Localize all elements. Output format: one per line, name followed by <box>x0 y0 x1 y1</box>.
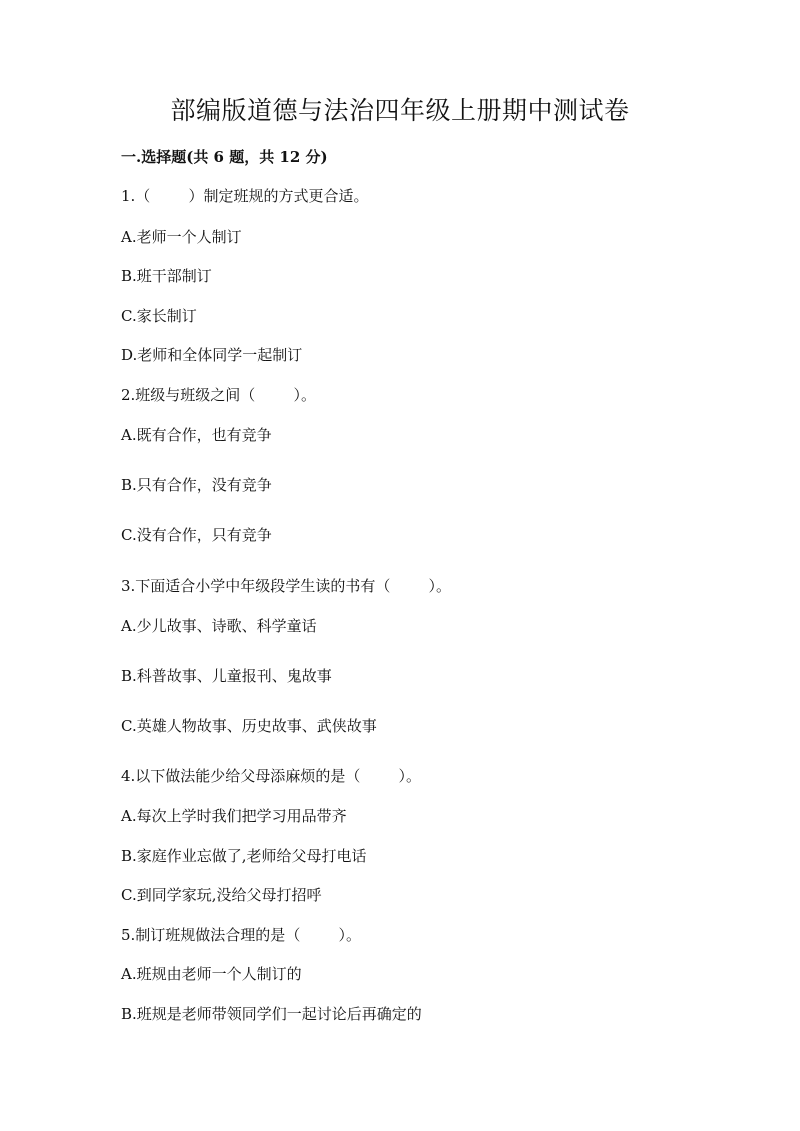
question-stem: 1.（ ）制定班规的方式更合适。 <box>121 187 369 205</box>
answer-option: B.只有合作，没有竞争 <box>121 476 272 494</box>
answer-option: A.班规由老师一个人制订的 <box>121 965 302 983</box>
answer-option: A.老师一个人制订 <box>121 228 242 246</box>
question-stem: 3.下面适合小学中年级段学生读的书有（ ）。 <box>121 577 451 595</box>
question-stem: 5.制订班规做法合理的是（ ）。 <box>121 926 361 944</box>
answer-option: C.没有合作，只有竞争 <box>121 526 272 544</box>
answer-option: A.每次上学时我们把学习用品带齐 <box>121 807 347 825</box>
section-heading: 一.选择题(共 6 题，共 12 分) <box>121 148 328 166</box>
question-stem: 4.以下做法能少给父母添麻烦的是（ ）。 <box>121 767 421 785</box>
question-stem: 2.班级与班级之间（ ）。 <box>121 386 316 404</box>
answer-option: C.家长制订 <box>121 307 197 325</box>
answer-option: C.英雄人物故事、历史故事、武侠故事 <box>121 717 377 735</box>
answer-option: B.班干部制订 <box>121 267 212 285</box>
answer-option: A.少儿故事、诗歌、科学童话 <box>121 617 317 635</box>
document-title: 部编版道德与法治四年级上册期中测试卷 <box>170 96 630 125</box>
answer-option: C.到同学家玩,没给父母打招呼 <box>121 886 322 904</box>
answer-option: D.老师和全体同学一起制订 <box>121 346 303 364</box>
answer-option: B.班规是老师带领同学们一起讨论后再确定的 <box>121 1005 422 1023</box>
answer-option: A.既有合作，也有竞争 <box>121 426 272 444</box>
answer-option: B.家庭作业忘做了,老师给父母打电话 <box>121 847 367 865</box>
answer-option: B.科普故事、儿童报刊、鬼故事 <box>121 667 332 685</box>
